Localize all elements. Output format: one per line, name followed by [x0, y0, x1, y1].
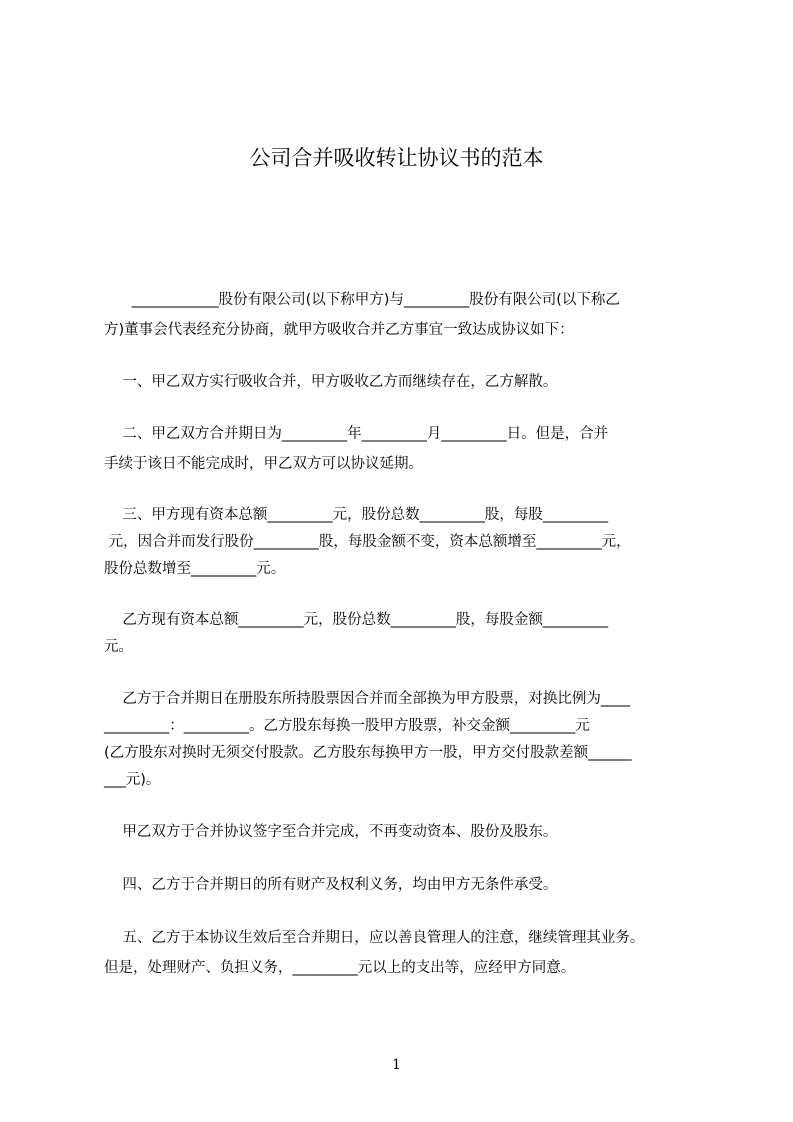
paragraph-line: ____________股份有限公司(以下称甲方)与_________股份有限公司(以下称乙: [104, 292, 620, 308]
paragraph-line: ___元)。: [104, 772, 161, 788]
paragraph-line: 五、乙方于本协议生效后至合并期日，应以善良管理人的注意，继续管理其业务。: [104, 930, 645, 946]
paragraph-line: _________：_________。乙方股东每换一股甲方股票，补交金额_________元: [104, 718, 590, 734]
page-number: 1: [392, 1057, 401, 1073]
paragraph-line: 乙方于合并期日在册股东所持股票因合并而全部换为甲方股票，对换比例为____: [104, 691, 630, 707]
paragraph-line: 乙方现有资本总额_________元，股份总数_________股，每股金额_________: [104, 612, 609, 628]
paragraph-line: 元，因合并而发行股份_________股，每股金额不变，资本总额增至_________元，: [104, 534, 631, 550]
paragraph-line: 股份总数增至_________元。: [104, 561, 286, 577]
paragraph-line: 一、甲乙双方实行吸收合并，甲方吸收乙方而继续存在，乙方解散。: [104, 374, 558, 390]
paragraph-line: 四、乙方于合并期日的所有财产及权利义务，均由甲方无条件承受。: [104, 877, 558, 893]
paragraph-line: 甲乙双方于合并协议签字至合并完成，不再变动资本、股份及股东。: [104, 824, 558, 840]
paragraph-line: 方)董事会代表经充分协商，就甲方吸收合并乙方事宜一致达成协议如下：: [104, 322, 574, 338]
document-title: 公司合并吸收转让协议书的范本: [249, 146, 544, 170]
paragraph-line: 三、甲方现有资本总额_________元，股份总数_________股，每股_________: [104, 507, 609, 523]
paragraph-line: 但是，处理财产、负担义务，_________元以上的支出等，应经甲方同意。: [104, 960, 576, 976]
paragraph-line: (乙方股东对换时无须交付股款。乙方股东每换甲方一股，甲方交付股款差额______: [104, 745, 632, 761]
paragraph-line: 手续于该日不能完成时，甲乙双方可以协议延期。: [104, 456, 423, 472]
paragraph-line: 二、甲乙双方合并期日为_________年_________月_________日。但是，合并: [104, 426, 609, 442]
paragraph-line: 元。: [104, 639, 133, 655]
